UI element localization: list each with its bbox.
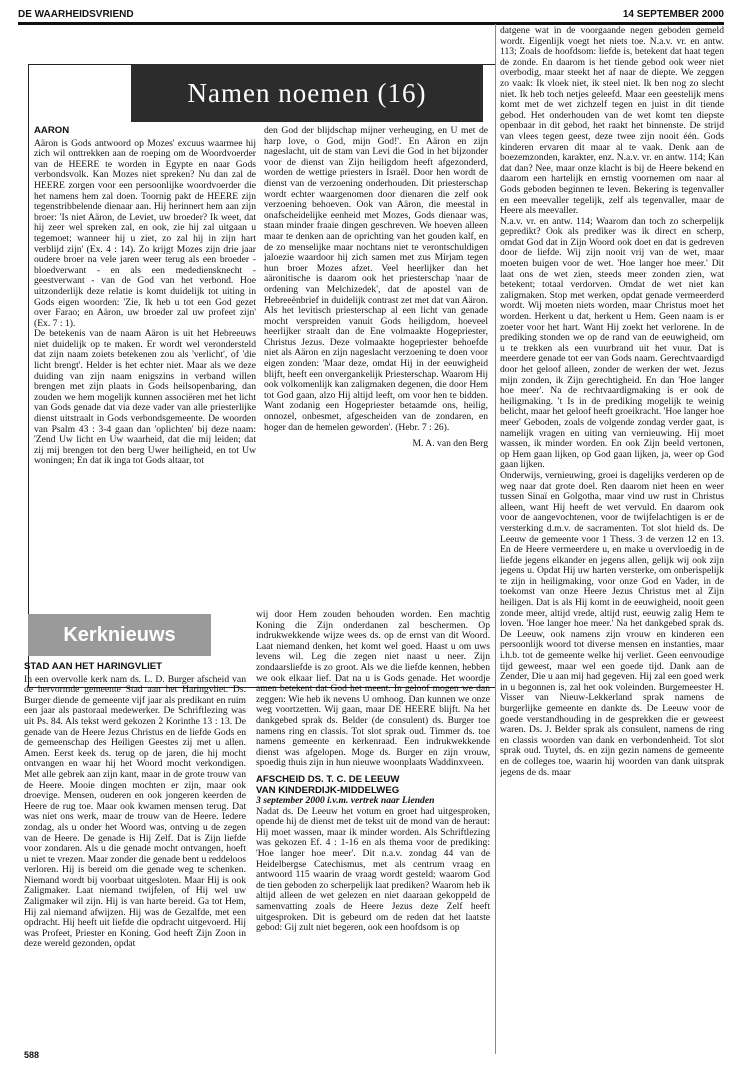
article3-subheading: 3 september 2000 i.v.m. vertrek naar Lienden (256, 795, 435, 807)
article1-column-1 (34, 126, 256, 616)
article1-paragraph-2: De betekenis van de naam Aäron is uit het Hebreeuws niet duidelijk op te maken. Er wordt wel verondersteld dat zijn naam zoiets betekenen zou als 'verlicht', of 'die licht brengt'. Helder is het echter niet. Maar als we deze duiding van zijn naam enigszins in verband willen brengen met zijn plaats in Gods heilsopenbaring, dan zouden we hem mogelijk kunnen associëren met het licht van Gods genade dat via deze vader van alle priesterlijke dienst uitstraalt in Gods verbondsgemeente. De woorden van Psalm 43 : 3-4 gaan dan 'oplichten' bij deze naam: 'Zend Uw licht en Uw waarheid, dat die mij leiden; dat zij mij brengen tot den berg Uwer heiligheid, en tot Uw woningen; En dat ik inga tot Gods altaar, tot (34, 328, 256, 467)
article1-paragraph-3: den God der blijdschap mijner verheuging, en U met de harp love, o God, mijn God!'. En Aäron en zijn nageslacht, uit de stam van Levi die God in het bijzonder voor de dienst van Zijn heiligdom heeft afgezonderd, worden de wettige priesters in Israël. Door hen wordt de dienst van de verzoening onderhouden. Dit priesterschap wordt echter waargenomen door dienaren die zelf ook verzoening behoeven. Ook van Aäron, die meestal in onafscheidelijke eenheid met Mozes, Gods dienaar was, staan minder fraaie dingen geschreven. We hoeven alleen maar te denken aan de oprichting van het gouden kalf, en de zo menselijke maar nochtans niet te verontschuldigen jaloezie waardoor hij zich samen met zus Mirjam tegen hun broer Mozes afzet. Veel heerlijker dan het aäronitische is daarom ook het priesterschap 'naar de ordening van Melchizedek', dat de apostel van de Hebreeënbrief in duidelijk contrast zet met dat van Aäron. Als het levitisch priesterschap al een licht van genade mocht verspreiden vanuit Gods heiligdom, hoeveel heerlijker straalt dan de Ene volmaakte Hogepriester, Christus Jezus. Deze volmaakte hogepriester behoefde niet als Aäron en zijn nageslacht verzoening te doen voor eigen zonden: 'Maar deze, omdat Hij in der eeuwigheid blijft, heeft een onvergankelijk Priesterschap. Waarom Hij ook volkomenlijk kan zaligmaken degenen, die door Hem tot God gaan, alzo Hij altijd leeft, om voor hen te bidden. Want zodanig een Hogepriester betaamde ons, heilig, onnozel, onbesmet, afgescheiden van de zondaren, en hoger dan de hemelen geworden'. (Hebr. 7 : 26). (264, 126, 488, 433)
page-header (18, 2, 724, 25)
article2-paragraph-2: wij door Hem zouden behouden worden. Een machtig Koning die Zijn onderdanen zal beschermen. Op indrukwekkende wijze wees ds. op de ernst van dit Woord. Laat niemand denken, het komt wel goed. Haast u om uws levens wil. Leg die zegen niet naast u neer. Zijn zondaarsliefde is zo groot. Als we die liefde kennen, hebben we ook elkaar lief. Dat na u is Gods genade. Het woordje amen betekent dat God het meent. In geloof mogen we dan zeggen: Wie heb ik nevens U omhoog. Dan kunnen we onze weg voortzetten. Wij gaan, maar DE HEERE blijft. Na het dankgebed sprak ds. Belder (de consulent) ds. Burger toe namens ring en classis. Tot slot sprak oud. Timmer ds. toe namens gemeente en kerkenraad. Een indrukwekkende dienst was afgelopen. Moge ds. Burger en zijn vrouw, spoedig thuis zijn in hun nieuwe woonplaats Waddinxveen. (256, 610, 490, 769)
column-divider (495, 24, 496, 1054)
right-column-paragraph-2: N.a.v. vr. en antw. 114; Waarom dan toch zo scherpelijk gepredikt? Ook als prediker was ik direct en scherp, omdat God dat in Zijn Woord ook doet en dat is gedreven door de liefde. Wij zijn nooit vrij van de wet, maar moeten buigen voor de wet. 'Hoe langer hoe meer.' Dit laat ons de wet zien, steeds meer zonden zien, wat betekent; totaal verdorven. Omdat de wet niet kan zaligmaken. Stop met werken, opdat genade vermeerderd wordt. Wij moeten niets worden, maar Christus moet het worden. Herkent u dat, herkent u Hem. Geen naam is er zoeter voor het hart. Want Hij zoekt het verlorene. In de prediking stonden we op de rand van de eeuwigheid, om u te trekken als een vuurbrand uit het vuur. Dat is meerdere genade tot eer van Gods naam. Gerechtvaardigd door het geloof alleen, zonder de werken der wet. Jezus mijn zonden, ik Zijn gerechtigheid. En dan 'Hoe langer hoe meer'. Na de rechtvaardigmaking is er ook de heiligmaking. 't Is in de prediking mogelijk te weinig belicht, maar het geloof heeft groeikracht. 'Hoe langer hoe meer' Geboden, zoals de volgende zondag verder gaat, is namelijk vragen en uiting van vernieuwing. Hij moet wassen, ik minder worden. En ook Zijn beeld vertonen, op Hem gaan lijken, op God gaan lijken, ja, weer op God gaan lijken. (500, 215, 724, 471)
right-column-paragraph-1: datgene wat in de voorgaande negen geboden gemeld wordt. Eigenlijk voegt het niets toe. N.a.v. vr. en antw. 113; Zoals de hoofdsom: liefde is, betekent dat haat tegen de zonde. En daarom is het tiende gebod ook weer niet overbodig, maar steekt het af naar de diepte. We zeggen zo vaak: Ik vloek niet, ik steel niet. Ik ben nog zo slecht niet. Ik heb toch netjes geleefd. Maar een geestelijk mens komt met de wet zichzelf tegen en juist in dit tiende gebod. Het onderhouden van de wet komt ten diepste openbaar in dit gebod, het raakt het binnenste. De strijd van vlees tegen geest, deze twee zijn nooit één. Gods kinderen ervaren dit maar al te vaak. Denk aan de boezemzonden, karakter, enz. N.a.v. vr. en antw. 114; Kan dat dan? Nee, maar onze klacht is bij de Heere bekend en daarom een hartelijk en ernstig voornemen om naar al Gods geboden beginnen te leven. Bekering is tegenvaller en een meevaller tegelijk, zelf als tegenvaller, maar de Heere als meevaller. (500, 26, 724, 217)
article1-paragraph-1: Aäron is Gods antwoord op Mozes' excuus waarmee hij zich wil onttrekken aan de roeping om de Woordvoerder van de HEERE te worden in Egypte en naar Gods verbondsvolk. Kan Mozes niet spreken? Nu dan zal de HEERE zorgen voor een persoonlijke woordvoerder die het namens hem zal doen. Toornig pakt de HEERE zijn tegenstribbelende dienaar aan. Hij herinnert hem aan zijn broer: 'Is niet Aäron, de Leviet, uw broeder? Ik weet, dat hij zeer wel spreken zal, en ook, zie hij zal uitgaan u tegemoet; wanneer hij u ziet, zo zal hij in zijn hart verblijd zijn' (Ex. 4 : 14). Zo krijgt Mozes zijn drie jaar oudere broer na vele jaren weer terug als een broeder - bloedverwant - en als een medediensknecht - geestverwant - van de God van het verbond. Hoe uitzonderlijk deze relatie is komt duidelijk tot uiting in Gods eigen woorden: 'Zie, Ik heb u tot een God gezet over Farao; en Aäron, uw broeder zal uw profeet zijn' (Ex. 7 : 1). (34, 137, 256, 329)
publication-name: DE WAARHEIDSVRIEND (18, 9, 134, 20)
article-banner-namen-noemen: Namen noemen (16) (131, 64, 483, 122)
article3-heading-line-1: AFSCHEID DS. T. C. DE LEEUW (256, 773, 400, 785)
article2-column-2 (256, 610, 490, 1050)
right-column-paragraph-3: Onderwijs, vernieuwing, groei is dagelijks verderen op de weg naar dat grote doel. Ren daarom niet heen en weer tussen Sinaï en Golgotha, maar vind uw rust in Christus alleen, want Hij heeft de wet vervuld. En daarom ook voor de aangevochtenen, voor de twijfelachtigen is er de versterking d.m.v. de sacramenten. Tot slot hield ds. De Leeuw de gemeente voor 1 Thess. 3 de verzen 12 en 13. En de Heere vermeerdere u, en make u overvloedig in de liefde jegens elkander en jegens allen, gelijk wij ook zijn jegens u. Opdat Hij uw harten versterke, om onberispelijk te zijn in heiligmaking, voor onze God en Vader, in de toekomst van onze Heere Jezus Christus met al Zijn heiligen. Dat is als Hij komt in de eeuwigheid, nooit geen zonde meer, altijd vrede, altijd rust, eeuwig zalig Hem te loven. 'Hoe langer hoe meer.' Na het dankgebed sprak ds. De Leeuw, ook namens zijn vrouw en kinderen een persoonlijk woord tot diverse mensen en instanties, maar i.h.b. tot de gemeente welke hij verliet. Geen eenvoudige tijd geweest, maar wel een goede tijd. Dank aan de Zender, Die u aan mij had gegeven. Hij zal een goed werk in u begonnen is, zal het ook voleinden. Burgemeester H. Visser van Nieuw-Lekkerland sprak namens de burgerlijke gemeente en dankte ds. De Leeuw voor de goede verstandhouding in de gesprekken die er geweest waren. Ds. J. Belder sprak als consulent, namens de ring en classis woorden van dank en verbondenheid. Tot slot sprak oud. Tuytel, ds. en zijn gezin namens de gemeente en de colleges toe, waarin hij woorden van dank uitsprak jegens de ds. maar (500, 469, 724, 778)
article1-author: M. A. van den Berg (412, 438, 488, 450)
section-banner-kerknieuws: Kerknieuws (28, 614, 211, 656)
article3-paragraph-1: Nadat ds. De Leeuw het votum en groet had uitgesproken, opende hij de dienst met de tekst uit de mond van de heraut: Hij moet wassen, maar ik minder worden. Als Schriftlezing was gekozen Ef. 4 : 1-16 en als thema voor de prediking: 'Hoe langer hoe meer'. Dit n.a.v. zondag 44 van de Heidelbergse Catechismus, met als centrum vraag en antwoord 115 waarin de vraag wordt gesteld: waarom God de tien geboden zo scherpelijk laat prediken? Waarom heb ik altijd alleen de wet gelezen en niet daaraan gekoppeld de samenvatting zoals de Heere Jezus deze Zelf heeft uitgesproken. Dit is gebeurd om de reden dat het laatste gebod: Gij zult niet begeren, ook een hoofdsom is op (256, 805, 490, 934)
article2-paragraph-1: In een overvolle kerk nam ds. L. D. Burger afscheid van de hervormde gemeente Stad aan het Haringvliet. Ds. Burger diende de gemeente vijf jaar als predikant en ruim een jaar als pastoraal medewerker. De Schriftlezing was uit Ps. 84. Als tekst werd gekozen 2 Korinthe 13 : 13. De genade van de Heere Jezus Christus en de liefde Gods en de gemeenschap des Heiligen Geestes zij met u allen. Amen. Eerst keek ds. terug op de jaren, die hij mocht ontvangen en waar hij het Woord mocht verkondigen. Met alle gebrek aan zijn kant, maar in de grote trouw van de Heere. Mooie dingen mochten er zijn, maar ook droevige. Mensen, ouderen en ook jongeren keerden de Heere de rug toe. Maar ook kwamen mensen terug. Dat was niet ons werk, maar de trouw van de Heere. Iedere zondag, als u onder het Woord was, ontving u de zegen van de Heere. De genade is Hij Zelf. Dat is Zijn liefde voor zondaren. Als u die genade mocht ontvangen, hoeft u niet te vrezen. Maar zonder die genade bent u reddeloos verloren. Hij is bereid om die genade weg te schenken. Niemand wordt bij voorbaat uitgesloten. Maar Hij is ook Zaligmaker. Laat niemand twijfelen, of Hij wel uw Zaligmaker wil zijn. Hij is van harte bereid. Ga tot Hem, Hij zal niemand afwijzen. Hij was de Gezalfde, met een opdracht. Hij heeft uit liefde die opdracht uitgevoerd. Hij was Profeet, Priester en Koning. God heeft Zijn Zoon in deze wereld gezonden, opdat (24, 673, 246, 950)
article1-column-2 (264, 126, 488, 616)
page-number: 588 (24, 1050, 40, 1060)
article1-heading: AÄRON (34, 126, 70, 136)
article3-heading-line-2: VAN KINDERDIJK-MIDDELWEG (256, 784, 400, 796)
article2-heading: STAD AAN HET HARINGVLIET (24, 662, 163, 672)
right-column (500, 26, 724, 1050)
issue-date: 14 SEPTEMBER 2000 (622, 9, 724, 20)
article2-column-1 (24, 662, 246, 1048)
